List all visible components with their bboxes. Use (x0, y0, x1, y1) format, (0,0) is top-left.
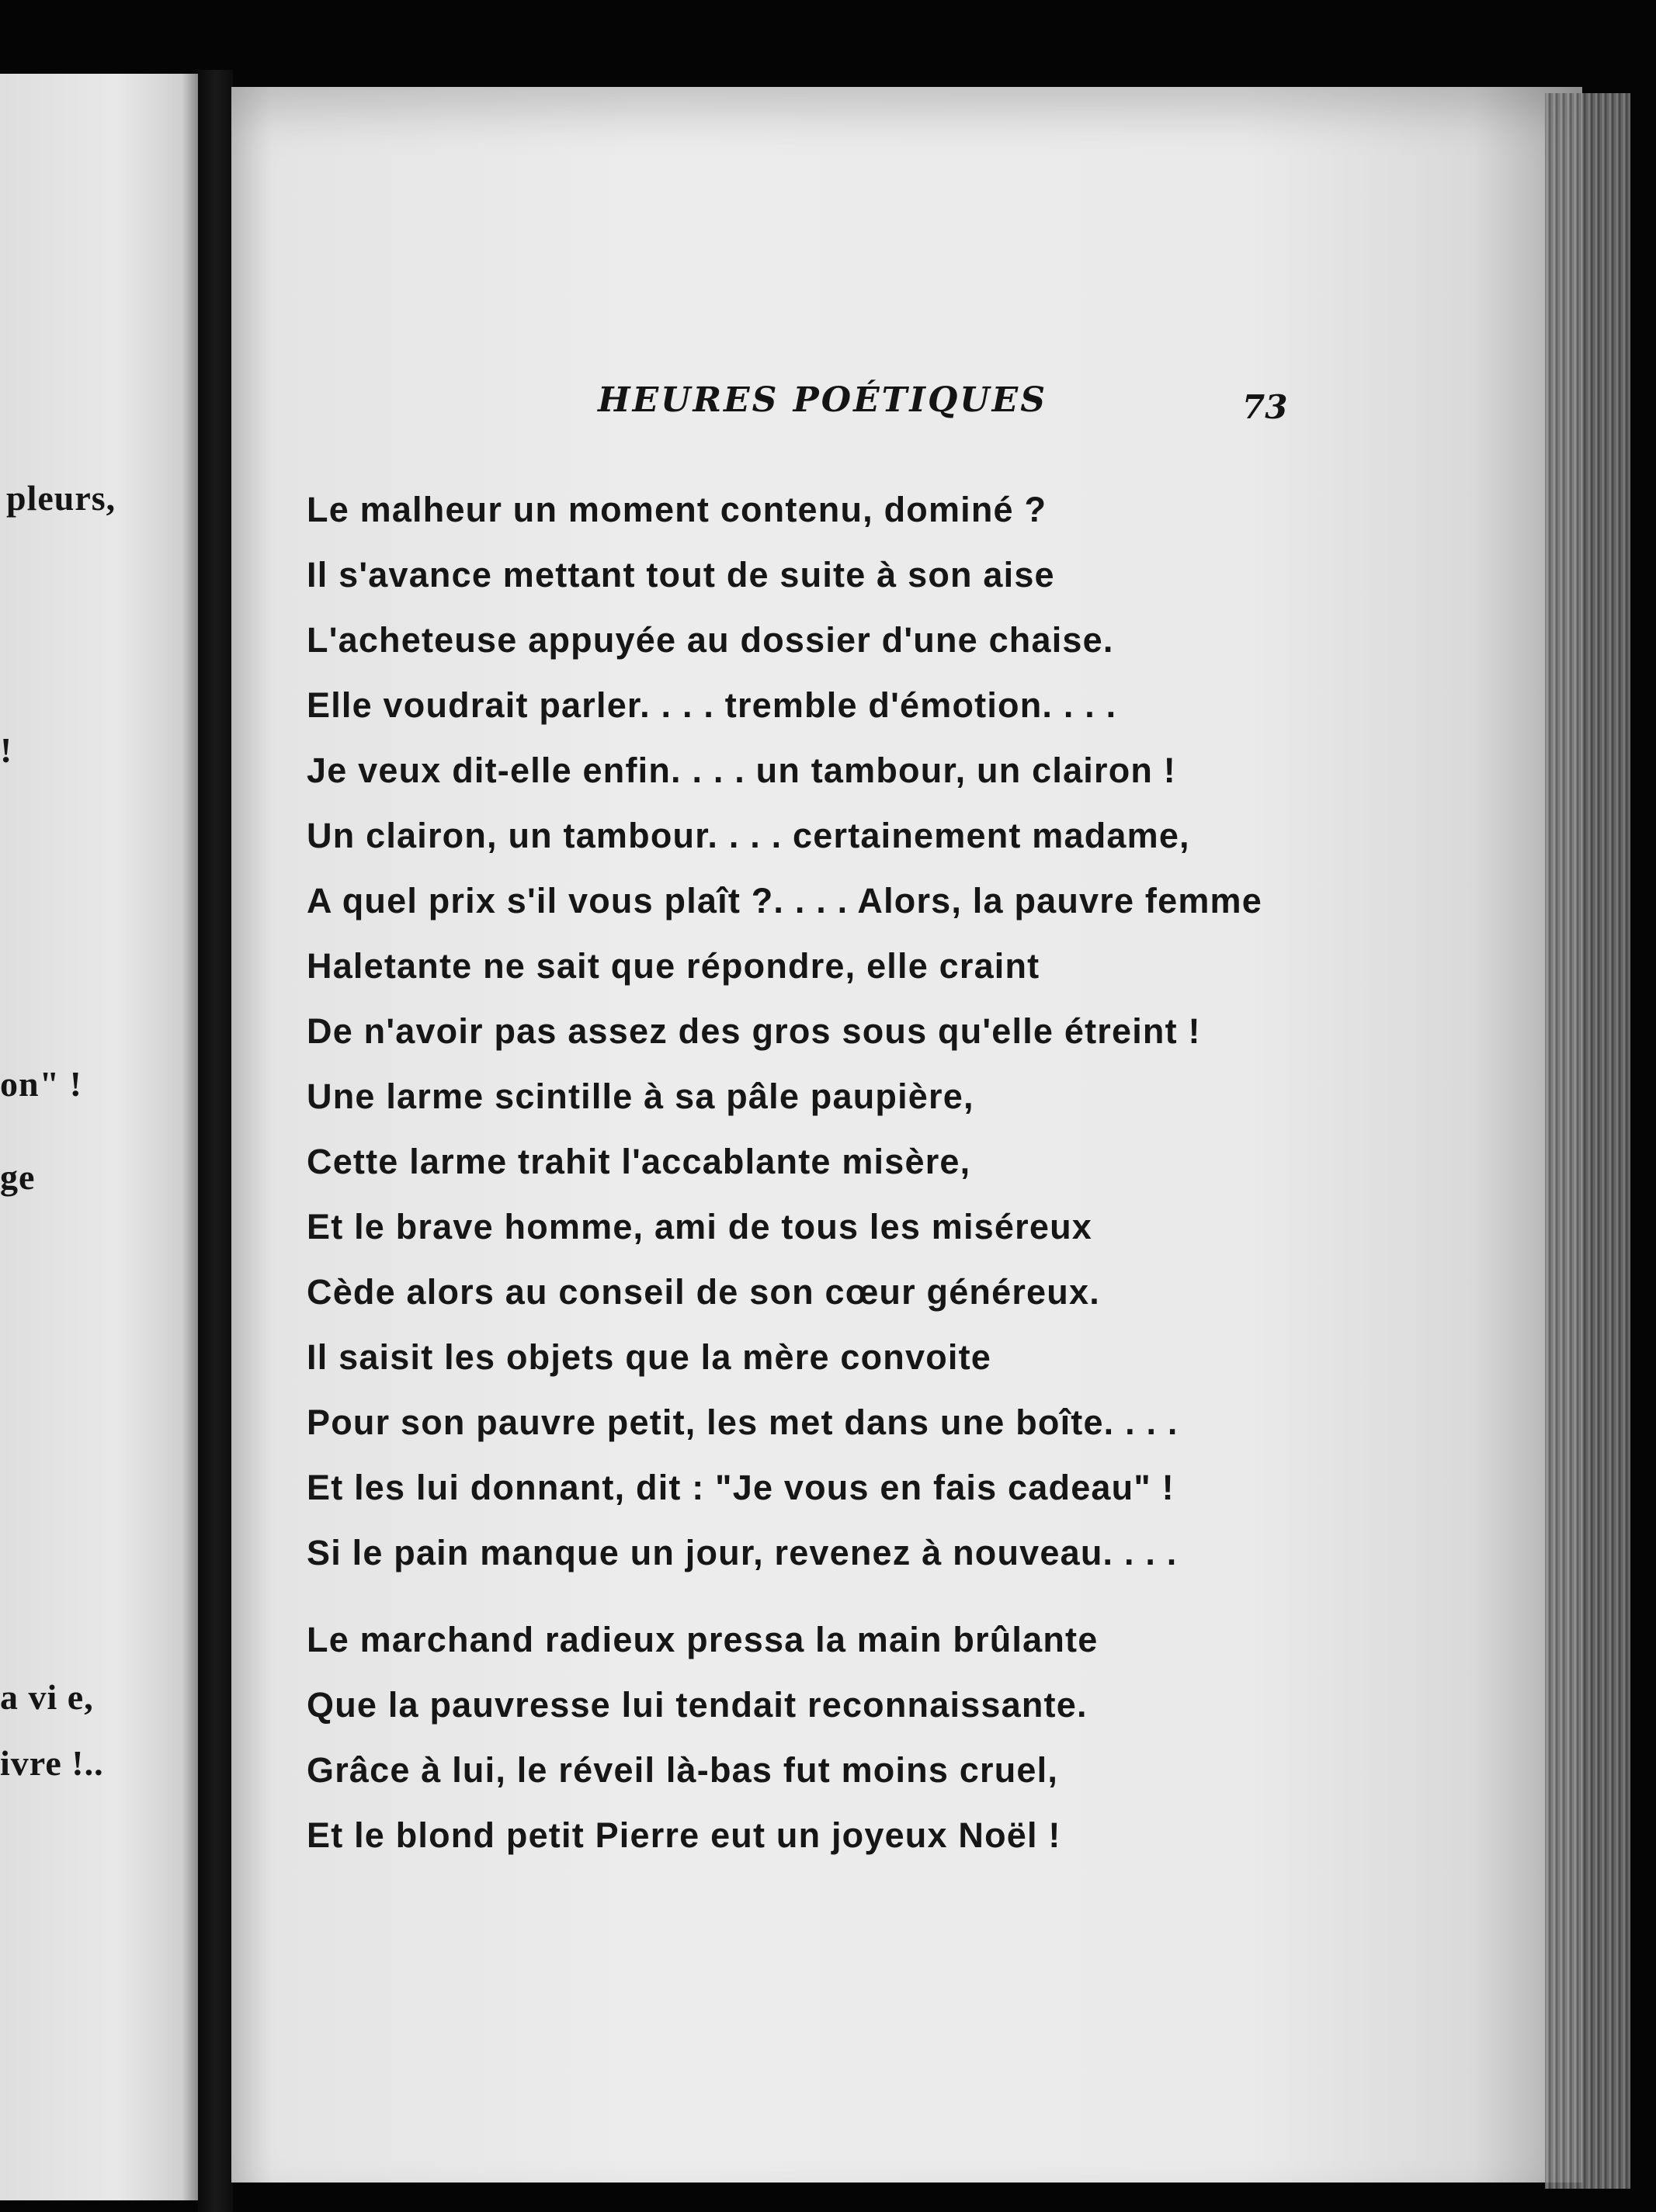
left-page-fragment: ivre !.. (0, 1743, 104, 1783)
verse-line: A quel prix s'il vous plaît ?. . . . Alors, la pauvre femme (307, 881, 1262, 921)
left-page-fragment: ! (0, 730, 13, 770)
verse-line: Il s'avance mettant tout de suite à son aise (307, 555, 1055, 595)
verse-line: Elle voudrait parler. . . . tremble d'émotion. . . . (307, 685, 1117, 725)
verse-line: Haletante ne sait que répondre, elle craint (307, 946, 1040, 986)
left-page-fragment: pleurs, (6, 478, 116, 518)
page-edges (1545, 93, 1630, 2189)
stanza-break (307, 1586, 1262, 1607)
book-gutter (198, 70, 233, 2212)
left-page-fragment: on" ! (0, 1064, 82, 1104)
verse-line: L'acheteuse appuyée au dossier d'une chaise. (307, 620, 1114, 660)
verse-line: Le marchand radieux pressa la main brûlante (307, 1620, 1099, 1659)
running-head: HEURES POÉTIQUES (598, 380, 1047, 420)
verse-line: Que la pauvresse lui tendait reconnaissante. (307, 1685, 1088, 1725)
left-page-fragment: ge (0, 1157, 36, 1197)
verse-line: Et le brave homme, ami de tous les miséreux (307, 1207, 1092, 1246)
verse-line: Cède alors au conseil de son cœur généreux. (307, 1272, 1100, 1312)
verse-line: De n'avoir pas assez des gros sous qu'elle étreint ! (307, 1011, 1201, 1051)
previous-page-fragment (0, 74, 198, 2200)
verse-line: Et le blond petit Pierre eut un joyeux Noël ! (307, 1815, 1061, 1855)
verse-line: Si le pain manque un jour, revenez à nouveau. . . . (307, 1533, 1178, 1572)
verse-line: Une larme scintille à sa pâle paupière, (307, 1077, 974, 1116)
verse-line: Il saisit les objets que la mère convoite (307, 1337, 992, 1377)
left-page-fragment: a vi e, (0, 1677, 94, 1717)
verse-line: Un clairon, un tambour. . . . certainement madame, (307, 816, 1190, 855)
verse-line: Et les lui donnant, dit : "Je vous en fais cadeau" ! (307, 1468, 1175, 1507)
verse-line: Pour son pauvre petit, les met dans une boîte. . . . (307, 1402, 1179, 1442)
verse-line: Grâce à lui, le réveil là-bas fut moins cruel, (307, 1750, 1059, 1790)
verse-line: Le malheur un moment contenu, dominé ? (307, 490, 1047, 529)
poem-text (307, 477, 1262, 1868)
page-number: 73 (1242, 388, 1288, 426)
verse-line: Cette larme trahit l'accablante misère, (307, 1142, 971, 1181)
verse-line: Je veux dit-elle enfin. . . . un tambour, un clairon ! (307, 751, 1176, 790)
